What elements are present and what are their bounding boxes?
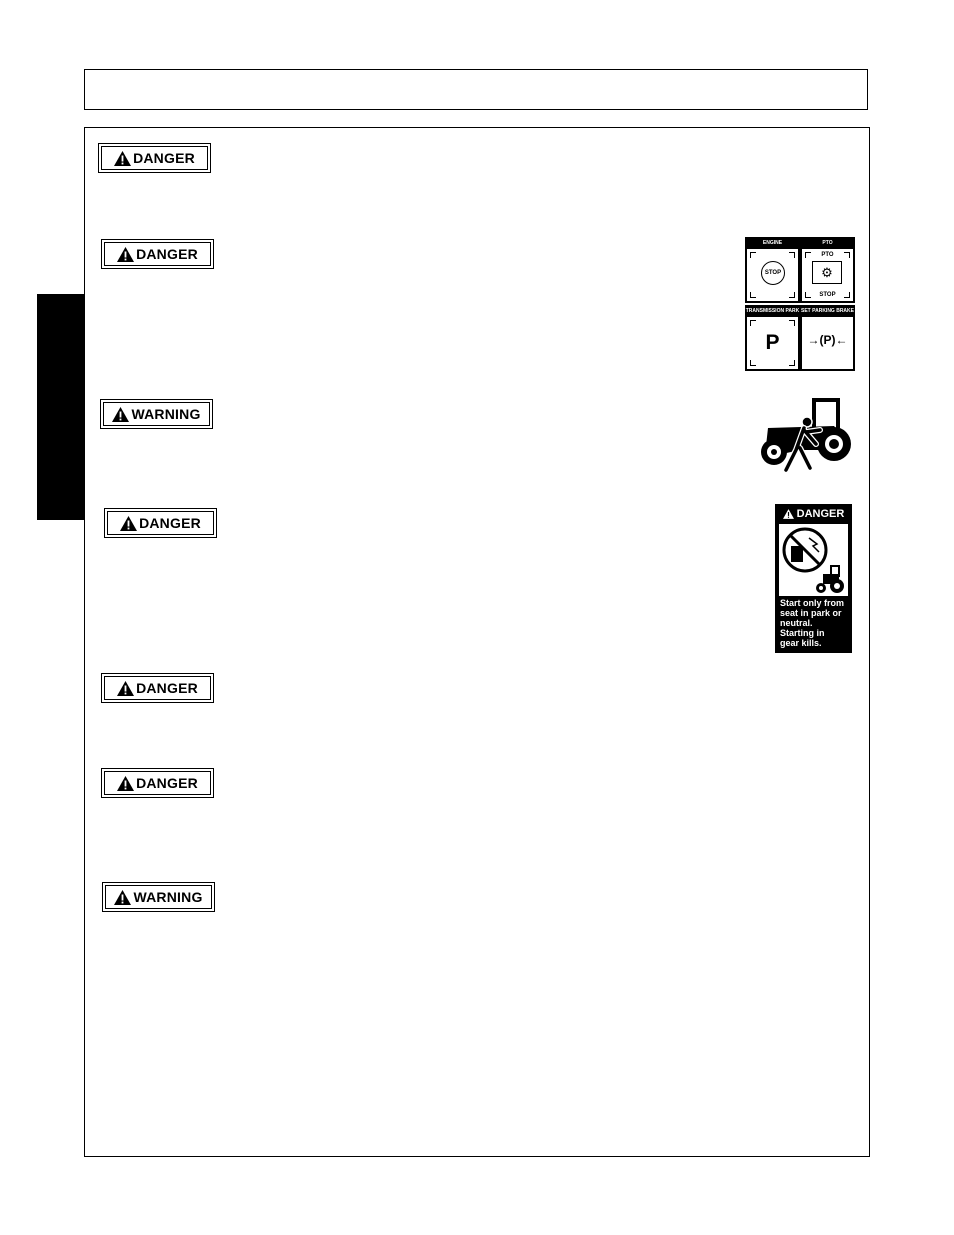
- badge-label: WARNING: [133, 889, 203, 905]
- section-side-tab: [37, 294, 84, 520]
- badge-label: WARNING: [131, 406, 201, 422]
- warning-triangle-icon: [120, 516, 137, 531]
- danger-badge-4: [101, 673, 214, 703]
- badge-label: DANGER: [139, 515, 201, 531]
- warning-triangle-icon: [112, 407, 129, 422]
- shutdown-controls-decal: [745, 237, 855, 371]
- page-header-box: [84, 69, 868, 110]
- park-letter: P: [765, 331, 780, 354]
- warning-badge-2: [102, 882, 215, 912]
- warning-triangle-icon: [114, 890, 131, 905]
- pto-inner-label: PTO: [821, 252, 834, 258]
- badge-label: DANGER: [133, 150, 195, 166]
- danger-badge-2: [101, 239, 214, 269]
- badge-label: DANGER: [136, 680, 198, 696]
- warning-triangle-icon: [114, 151, 131, 166]
- badge-label: DANGER: [136, 775, 198, 791]
- warning-badge-1: [100, 399, 213, 429]
- decal-warning-text: Start only from seat in park or neutral. Starting in gear kills.: [780, 598, 845, 648]
- warning-triangle-icon: [117, 681, 134, 696]
- danger-badge-1: [98, 143, 211, 173]
- pto-gear-icon: ⚙: [812, 261, 842, 284]
- start-in-gear-danger-decal: [775, 504, 852, 653]
- prohibited-start-icon: [779, 524, 848, 596]
- transmission-label: TRANSMISSION PARK: [745, 307, 800, 314]
- parking-brake-icon: →(P)←: [807, 333, 848, 347]
- transmission-park-panel: [745, 305, 800, 371]
- tractor-runover-icon: [760, 396, 854, 482]
- engine-stop-icon: STOP: [761, 261, 785, 285]
- warning-triangle-icon: [117, 247, 134, 262]
- engine-stop-panel: [745, 237, 800, 303]
- decal-header: DANGER: [796, 508, 845, 520]
- danger-badge-5: [101, 768, 214, 798]
- engine-label: ENGINE: [762, 239, 783, 246]
- badge-label: DANGER: [136, 246, 198, 262]
- warning-triangle-icon: [117, 776, 134, 791]
- pto-stop-label: STOP: [819, 292, 836, 298]
- warning-triangle-icon: [783, 509, 794, 519]
- parking-brake-label: SET PARKING BRAKE: [801, 307, 854, 314]
- pto-stop-panel: [800, 237, 855, 303]
- parking-brake-panel: [800, 305, 855, 371]
- danger-badge-3: [104, 508, 217, 538]
- pto-label: PTO: [822, 239, 833, 246]
